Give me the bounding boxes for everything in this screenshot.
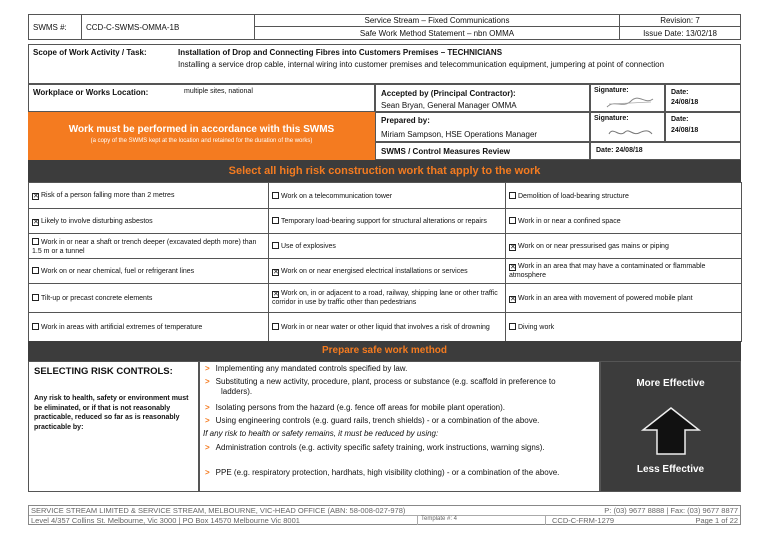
- hrcw-item: [268, 283, 506, 313]
- scope-title: Installation of Drop and Connecting Fibres into Customers Premises – TECHNICIANS: [178, 48, 503, 57]
- hrcw-item: [505, 258, 742, 284]
- footer-form-number: CCD-C-FRM-1279: [545, 516, 614, 525]
- accepted-date: 24/08/18: [671, 99, 699, 106]
- document-title: Safe Work Method Statement – nbn OMMA: [254, 26, 620, 40]
- hrcw-item-label: Work in an area with movement of powered mobile plant: [518, 294, 693, 302]
- bullet-arrow-icon: >: [205, 443, 210, 452]
- hrcw-item: [28, 233, 269, 259]
- controls-left-cell: [28, 361, 199, 492]
- hrcw-checkbox[interactable]: [509, 217, 516, 224]
- hrcw-item-label: Use of explosives: [281, 243, 336, 250]
- controls-note: Any risk to health, safety or environment must be eliminated, or if that is not reasonably practicable, reduced so far as is reasonably practicable by:: [34, 395, 189, 431]
- hrcw-item: [268, 258, 506, 284]
- hrcw-item-label: Diving work: [518, 324, 555, 331]
- scope-description: Installing a service drop cable, internal wiring into customer premises and telecommunication equipment, jumpering at point of connection: [178, 60, 665, 69]
- swms-number-label: SWMS #:: [28, 14, 82, 40]
- hrcw-checkbox[interactable]: [272, 217, 279, 224]
- prepared-date-label: Date:: [671, 116, 689, 123]
- bullet-arrow-icon: >: [205, 468, 210, 477]
- scope-label: Scope of Work Activity / Task:: [33, 48, 147, 57]
- less-effective-label: Less Effective: [636, 464, 705, 475]
- hrcw-item-label: Work in an area that may have a contaminated or flammable atmosphere: [509, 263, 706, 279]
- hierarchy-arrow-icon: [641, 406, 701, 456]
- banner-subtitle: (a copy of the SWMS kept at the location and retained for the duration of the works): [90, 138, 313, 144]
- control-item: > Isolating persons from the hazard (e.g. fence off areas for mobile plant operation).: [205, 403, 506, 412]
- hrcw-checkbox[interactable]: [272, 242, 279, 249]
- hrcw-item: [268, 312, 506, 342]
- workplace-label: Workplace or Works Location:: [33, 88, 149, 97]
- controls-interim: If any risk to health or safety remains, it must be reduced by using:: [203, 429, 439, 438]
- prepared-label: Prepared by:: [381, 116, 430, 125]
- hrcw-checkbox[interactable]: [272, 323, 279, 330]
- revision: Revision: 7: [619, 14, 741, 27]
- swms-number-value: CCD-C-SWMS-OMMA-1B: [81, 14, 255, 40]
- hrcw-item-label: Work in areas with artificial extremes of temperature: [41, 324, 203, 331]
- accepted-label: Accepted by (Principal Contractor):: [381, 89, 516, 98]
- accepted-signature-mark: [605, 95, 655, 111]
- hrcw-checkbox[interactable]: ✕: [33, 218, 39, 226]
- workplace-value: multiple sites, national: [184, 88, 253, 95]
- accepted-name: Sean Bryan, General Manager OMMA: [381, 101, 517, 110]
- hrcw-item-label: Work on or near chemical, fuel or refrigerant lines: [41, 268, 195, 275]
- hrcw-checkbox[interactable]: ✕: [510, 295, 516, 303]
- hrcw-item: [268, 233, 506, 259]
- review-label: SWMS / Control Measures Review: [375, 142, 590, 160]
- prepared-name: Miriam Sampson, HSE Operations Manager: [381, 130, 538, 139]
- hrcw-item-label: Demolition of load-bearing structure: [518, 192, 629, 200]
- control-item: > PPE (e.g. respiratory protection, hardhats, high visibility clothing) - or a combination of the above.: [205, 468, 560, 477]
- accepted-signature-label: Signature:: [594, 87, 629, 94]
- hrcw-item: [28, 182, 269, 209]
- accepted-signature-cell: [590, 84, 665, 112]
- hrcw-item: [28, 312, 269, 342]
- footer-company: SERVICE STREAM LIMITED & SERVICE STREAM, MELBOURNE, VIC-HEAD OFFICE (ABN: 58-008-027-978): [31, 506, 406, 515]
- footer-address: Level 4/357 Collins St. Melbourne, Vic 3000 | PO Box 14570 Melbourne Vic 8001: [31, 516, 300, 525]
- footer-template: Template #: 4: [417, 516, 457, 525]
- prepared-date-cell: [665, 112, 741, 142]
- prepared-date: 24/08/18: [671, 127, 699, 134]
- prepared-cell: [375, 112, 590, 142]
- accepted-date-label: Date:: [671, 89, 689, 96]
- hrcw-item: [268, 182, 506, 209]
- hrcw-item-label: Work in or near water or other liquid that involves a risk of drowning: [281, 324, 490, 331]
- hrcw-item: [28, 258, 269, 284]
- hrcw-checkbox[interactable]: [32, 267, 39, 274]
- bullet-arrow-icon: >: [205, 416, 210, 425]
- hrcw-checkbox[interactable]: [32, 294, 39, 301]
- hrcw-item-label: Risk of a person falling more than 2 metres: [41, 192, 175, 199]
- banner-title: Work must be performed in accordance with this SWMS: [68, 124, 335, 135]
- control-item: > Substituting a new activity, procedure, plant, process or substance (e.g. scaffold in preference to ladders).: [205, 377, 556, 396]
- hrcw-item: [28, 208, 269, 234]
- hrcw-item: [505, 283, 742, 313]
- hrcw-checkbox[interactable]: ✕: [510, 264, 516, 271]
- bullet-arrow-icon: >: [205, 403, 210, 412]
- footer-phone: P: (03) 9677 8888 | Fax: (03) 9677 8877: [604, 506, 738, 515]
- control-item: > Using engineering controls (e.g. guard rails, trench shields) - or a combination of the above.: [205, 416, 540, 425]
- prepared-signature-cell: [590, 112, 665, 142]
- accepted-cell: [375, 84, 590, 112]
- hrcw-item-label: Temporary load-bearing support for structural alterations or repairs: [281, 218, 487, 225]
- swms-banner: [28, 112, 375, 160]
- method-section-title: Prepare safe work method: [28, 341, 741, 361]
- hrcw-item: [28, 283, 269, 313]
- hrcw-checkbox[interactable]: [32, 323, 39, 330]
- hrcw-item: [505, 312, 742, 342]
- prepared-signature-label: Signature:: [594, 115, 629, 122]
- review-date: Date: 24/08/18: [590, 142, 741, 160]
- stream-title: Service Stream – Fixed Communications: [254, 14, 620, 27]
- hrcw-item: [505, 182, 742, 209]
- hrcw-item-label: Work on, in or adjacent to a road, railway, shipping lane or other traffic corridor in use by traffic other than pedestrians: [272, 290, 498, 306]
- accepted-date-cell: [665, 84, 741, 112]
- bullet-arrow-icon: >: [205, 364, 210, 373]
- control-item: > Implementing any mandated controls specified by law.: [205, 364, 408, 373]
- hrcw-item-label: Tilt-up or precast concrete elements: [41, 295, 153, 302]
- hrcw-item: [268, 208, 506, 234]
- hrcw-checkbox[interactable]: [509, 323, 516, 330]
- hrcw-item-label: Likely to involve disturbing asbestos: [41, 217, 153, 225]
- hrcw-item: [505, 208, 742, 234]
- hrcw-item-label: Work on or near energised electrical installations or services: [281, 267, 468, 275]
- prepared-signature-mark: [605, 124, 655, 140]
- more-effective-label: More Effective: [636, 378, 705, 389]
- hrcw-item-label: Work on a telecommunication tower: [281, 192, 393, 200]
- controls-heading: SELECTING RISK CONTROLS:: [34, 366, 173, 377]
- hrcw-item-label: Work in or near a shaft or trench deeper (excavated depth more) than 1.5 m or a tunnel: [32, 238, 257, 255]
- hrcw-checkbox[interactable]: [32, 238, 39, 245]
- hrcw-item-label: Work on or near pressurised gas mains or piping: [518, 242, 669, 250]
- hrcw-item: [505, 233, 742, 259]
- bullet-arrow-icon: >: [205, 377, 210, 386]
- hrcw-checkbox[interactable]: ✕: [510, 243, 516, 251]
- footer-page: Page 1 of 22: [695, 516, 738, 525]
- hrcw-checkbox[interactable]: ✕: [33, 193, 39, 200]
- hrcw-item-label: Work in or near a confined space: [518, 218, 621, 225]
- hierarchy-panel: [600, 361, 741, 492]
- hrcw-checkbox[interactable]: [272, 192, 279, 199]
- control-item: > Administration controls (e.g. activity specific safety training, work instructions, warning signs).: [205, 443, 545, 452]
- issue-date: Issue Date: 13/02/18: [619, 26, 741, 40]
- hrcw-section-title: Select all high risk construction work that apply to the work: [28, 160, 741, 182]
- hrcw-checkbox[interactable]: [509, 192, 516, 199]
- hrcw-checkbox[interactable]: ✕: [273, 291, 279, 298]
- hrcw-checkbox[interactable]: ✕: [273, 268, 279, 276]
- footer: [28, 505, 741, 525]
